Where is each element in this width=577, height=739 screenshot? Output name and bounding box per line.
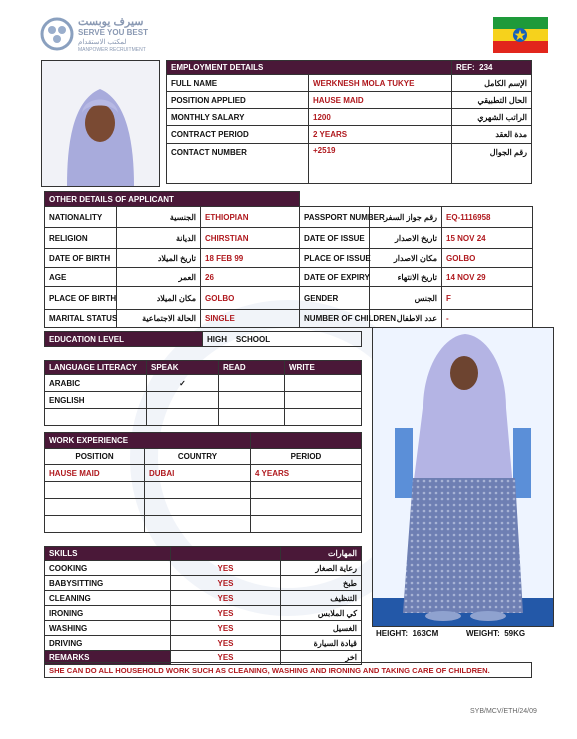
remarks-row: REMARKS YES اخر xyxy=(45,651,362,665)
skill-row: COOKING YES رعاية الصغار xyxy=(45,561,362,576)
work-row: HAUSE MAID DUBAI 4 YEARS xyxy=(45,465,362,482)
employment-row: FULL NAME WERKNESH MOLA TUKYE الإسم الكامل xyxy=(167,75,532,92)
skills-table: SKILLS المهارات COOKING YES رعاية الصغار BABYSITTING YES طبخ CLEANING YES التنظيف IRONING YES كي الملابس WASHING YES الغسيل DRIVING YES قيادة السيارة REMARKS YES اخر xyxy=(44,546,362,665)
skill-row: DRIVING YES قيادة السيارة xyxy=(45,636,362,651)
employment-row: CONTACT NUMBER +2519 رقم الجوال xyxy=(167,144,532,184)
language-row: ARABIC ✓ xyxy=(45,375,362,392)
passport-value: EQ-1116958 xyxy=(442,207,533,228)
ref-cell: REF: 234 xyxy=(452,61,532,75)
age-value: 26 xyxy=(201,268,300,287)
skill-row: BABYSITTING YES طبخ xyxy=(45,576,362,591)
check-icon: ✓ xyxy=(147,375,219,392)
nationality-value: ETHIOPIAN xyxy=(201,207,300,228)
document-code: SYB/MCV/ETH/24/09 xyxy=(470,708,537,715)
full-name-value: WERKNESH MOLA TUKYE xyxy=(309,75,452,92)
language-table: LANGUAGE LITERACY SPEAK READ WRITE ARABIC ✓ ENGLISH xyxy=(44,360,362,426)
education-label: EDUCATION LEVEL xyxy=(45,332,203,347)
language-row: ENGLISH xyxy=(45,392,362,409)
weight-value: 59KG xyxy=(504,628,526,638)
other-details-row: RELIGION الديانة CHIRSTIAN DATE OF ISSUE تاريخ الاصدار 15 NOV 24 xyxy=(45,228,533,249)
remarks-text: SHE CAN DO ALL HOUSEHOLD WORK SUCH AS CLEANING, WASHING AND IRONING AND TAKING CARE OF CHILDREN. xyxy=(44,662,532,678)
employment-row: MONTHLY SALARY 1200 الراتب الشهري xyxy=(167,109,532,126)
other-details-row: DATE OF BIRTH تاريخ الميلاد 18 FEB 99 PLACE OF ISSUE مكان الاصدار GOLBO xyxy=(45,249,533,268)
company-logo xyxy=(40,15,180,57)
portrait-photo xyxy=(41,60,160,187)
other-details-row: PLACE OF BIRTH مكان الميلاد GOLBO GENDER الجنس F xyxy=(45,287,533,310)
skill-row: CLEANING YES التنظيف xyxy=(45,591,362,606)
other-details-row: AGE العمر 26 DATE OF EXPIRY تاريخ الانتهاء 14 NOV 29 xyxy=(45,268,533,287)
flag-emblem-icon xyxy=(512,27,528,43)
skill-row: IRONING YES كي الملابس xyxy=(45,606,362,621)
contract-value: 2 YEARS xyxy=(309,126,452,144)
other-details-header: OTHER DETAILS OF APPLICANT xyxy=(45,192,300,207)
ethiopia-flag xyxy=(493,17,548,53)
marital-status-value: SINGLE xyxy=(201,310,300,328)
work-experience-table: WORK EXPERIENCE POSITION COUNTRY PERIOD HAUSE MAID DUBAI 4 YEARS xyxy=(44,432,362,533)
work-experience-header: WORK EXPERIENCE xyxy=(45,433,251,449)
brand-tagline: MANPOWER RECRUITMENT xyxy=(78,47,146,53)
employment-row: CONTRACT PERIOD 2 YEARS مدة العقد xyxy=(167,126,532,144)
skill-row: WASHING YES الغسيل xyxy=(45,621,362,636)
employment-details-header: EMPLOYMENT DETAILS xyxy=(167,61,452,75)
other-details-row: MARITAL STATUS الحالة الاجتماعية SINGLE NUMBER OF CHILDREN عدد الاطفال - xyxy=(45,310,533,328)
children-value: - xyxy=(442,310,533,328)
measurements-table: HEIGHT: 163CM WEIGHT: 59KG xyxy=(376,628,526,638)
height-value: 163CM xyxy=(412,628,439,638)
brand-sub-ar: لمكتب الاستقدام xyxy=(78,39,127,46)
employment-row: POSITION APPLIED HAUSE MAID الحال التطبيقي xyxy=(167,92,532,109)
education-table xyxy=(44,331,362,347)
contact-value: +2519 xyxy=(309,144,452,184)
employment-details-table xyxy=(166,60,532,184)
logo-mark-icon xyxy=(40,17,74,51)
education-value: HIGH SCHOOL xyxy=(203,332,362,347)
other-details-row: NATIONALITY الجنسية ETHIOPIAN PASSPORT NUMBER رقم جواز السفر EQ-1116958 xyxy=(45,207,533,228)
issue-date-value: 15 NOV 24 xyxy=(442,228,533,249)
place-of-birth-value: GOLBO xyxy=(201,287,300,310)
ref-value: 234 xyxy=(479,63,493,72)
full-body-photo xyxy=(372,327,554,627)
religion-value: CHIRSTIAN xyxy=(201,228,300,249)
brand-name-en: SERVE YOU BEST xyxy=(78,28,148,37)
brand-name-ar: سيرف يوبست xyxy=(78,16,144,28)
salary-value: 1200 xyxy=(309,109,452,126)
skills-header: SKILLS xyxy=(45,547,171,561)
dob-value: 18 FEB 99 xyxy=(201,249,300,268)
remarks-label: REMARKS xyxy=(45,651,171,665)
gender-value: F xyxy=(442,287,533,310)
other-details-table xyxy=(44,191,533,328)
expiry-value: 14 NOV 29 xyxy=(442,268,533,287)
place-of-issue-value: GOLBO xyxy=(442,249,533,268)
position-value: HAUSE MAID xyxy=(309,92,452,109)
